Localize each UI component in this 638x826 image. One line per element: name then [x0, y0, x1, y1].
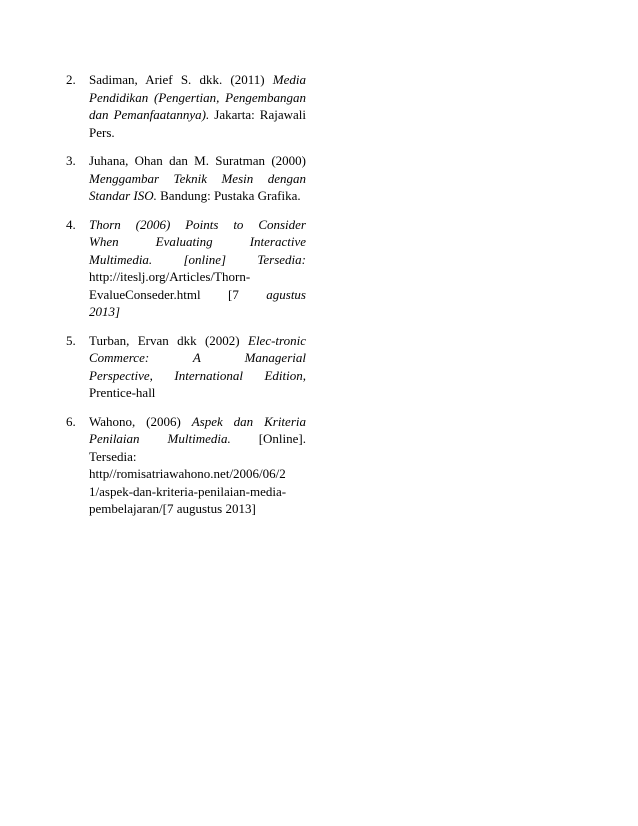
- reference-text: [Online].: [230, 431, 306, 446]
- reference-line: [89, 332, 306, 350]
- italic-text: Pendidikan (Pengertian, Pengembangan: [89, 89, 306, 105]
- reference-line: [89, 268, 306, 286]
- reference-line: [89, 286, 306, 304]
- italic-text: Penilaian Multimedia.: [89, 431, 231, 446]
- reference-number: 4.: [66, 216, 76, 232]
- reference-line: [89, 124, 306, 142]
- italic-text: Thorn (2006) Points to Consider: [89, 216, 306, 232]
- italic-text: Elec-tronic: [248, 332, 306, 348]
- reference-item: [66, 71, 306, 141]
- reference-line: [89, 448, 306, 466]
- italic-text: dan Pemanfaatannya).: [89, 107, 210, 122]
- reference-line: [89, 384, 306, 402]
- reference-text: 1/aspek-dan-kriteria-penilaian-media-: [89, 483, 287, 499]
- reference-line: [89, 367, 306, 385]
- italic-text: Standar ISO.: [89, 188, 157, 203]
- reference-line: [89, 170, 306, 188]
- reference-text: Juhana, Ohan dan M. Suratman (2000): [89, 153, 306, 168]
- italic-text: Commerce: A Managerial: [89, 350, 306, 365]
- reference-item: [66, 413, 306, 518]
- reference-list: [66, 71, 306, 529]
- reference-line: [89, 303, 306, 321]
- italic-text: Multimedia. [online] Tersedia:: [89, 251, 306, 267]
- reference-line: [89, 233, 306, 251]
- reference-line: [89, 500, 306, 518]
- reference-line: [89, 430, 306, 448]
- reference-line: [89, 251, 306, 269]
- reference-line: [89, 349, 306, 367]
- reference-number: 2.: [66, 72, 76, 87]
- italic-text: agustus: [266, 286, 306, 302]
- italic-text: Aspek dan Kriteria: [191, 413, 306, 429]
- reference-number: 3.: [66, 153, 76, 168]
- reference-text: Pers.: [89, 124, 115, 140]
- reference-text: http://iteslj.org/Articles/Thorn-: [89, 269, 251, 284]
- italic-text: Perspective, International Edition,: [89, 367, 306, 383]
- reference-text: Tersedia:: [89, 448, 137, 464]
- italic-text: When Evaluating Interactive: [89, 234, 306, 249]
- reference-item: [66, 332, 306, 402]
- reference-line: [89, 152, 306, 170]
- italic-text: 2013]: [89, 304, 121, 319]
- reference-number: 6.: [66, 413, 76, 429]
- italic-text: Menggambar Teknik Mesin dengan: [89, 170, 306, 186]
- reference-item: [66, 152, 306, 205]
- reference-line: [89, 106, 306, 124]
- reference-text: Prentice-hall: [89, 385, 156, 400]
- reference-text: Sadiman, Arief S. dkk. (2011): [89, 72, 273, 87]
- reference-text: http//romisatriawahono.net/2006/06/2: [89, 466, 286, 481]
- reference-line: [89, 483, 306, 501]
- reference-line: [89, 216, 306, 234]
- reference-line: [89, 89, 306, 107]
- reference-text: EvalueConseder.html [7: [89, 286, 267, 302]
- reference-text: Bandung: Pustaka Grafika.: [156, 188, 301, 203]
- reference-line: [89, 413, 306, 431]
- reference-text: pembelajaran/[7 augustus 2013]: [89, 501, 256, 516]
- reference-text: Wahono, (2006): [89, 413, 192, 429]
- reference-line: [89, 71, 306, 89]
- reference-number: 5.: [66, 332, 76, 348]
- reference-text: Jakarta: Rajawali: [209, 107, 306, 122]
- reference-line: [89, 465, 306, 483]
- italic-text: Media: [272, 72, 306, 87]
- reference-item: [66, 216, 306, 321]
- reference-line: [89, 187, 306, 205]
- reference-text: Turban, Ervan dkk (2002): [89, 332, 248, 348]
